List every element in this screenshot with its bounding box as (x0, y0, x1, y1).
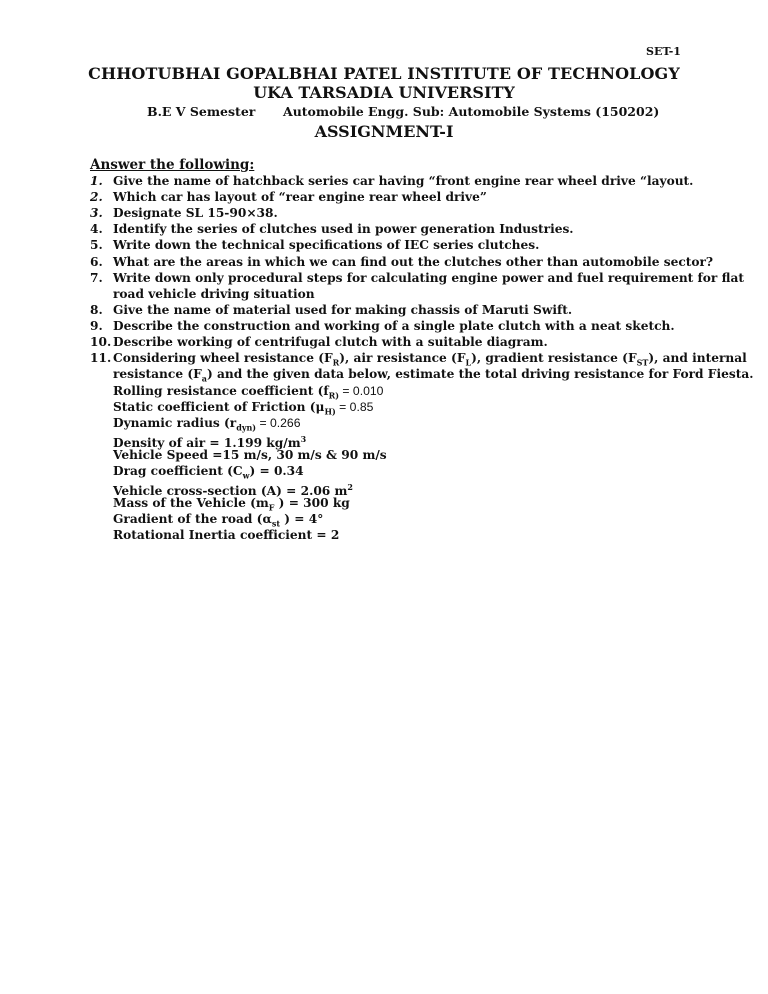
set-number: SET-1 (646, 45, 681, 58)
question-5: 5. Write down the technical specifications of IEC series clutches. (90, 238, 540, 252)
cross-section: Vehicle cross-section (A) = 2.06 $m^2$ (113, 482, 353, 499)
question-9: 9. Describe the construction and working of a single plate clutch with a neat sketch. (90, 319, 675, 333)
question-8: 8. Give the name of material used for making chassis of Maruti Swift. (90, 303, 573, 317)
question-10: 10. Describe working of centrifugal clutch with a suitable diagram. (90, 335, 548, 349)
rolling-resistance: Rolling resistance coefficient ($f_{R)} = 0.010$ (113, 384, 384, 401)
university-title: UKA TARSADIA UNIVERSITY (253, 83, 515, 102)
static-friction: Static coefficient of Friction ($\mu_{H)} = 0.85$ (113, 400, 374, 417)
semester-label: B.E V Semester (147, 104, 256, 119)
question-7-continued: road vehicle driving situation (113, 287, 315, 301)
vehicle-speed: Vehicle Speed =15 m/s, 30 m/s & 90 m/s (113, 448, 387, 462)
question-6: 6. What are the areas in which we can find out the clutches other than automobile sector? (90, 255, 714, 269)
vehicle-mass: Mass of the Vehicle ($m_F$ ) = 300 kg (113, 496, 350, 513)
question-11: 11. Considering wheel resistance $(F_R)$, air resistance $(F_L)$, gradient resistance $(F_{ST})$, and internal (90, 351, 747, 368)
assignment-title: ASSIGNMENT-I (314, 122, 454, 141)
drag-coefficient: Drag coefficient $(C_w) = 0.34$ (113, 464, 304, 481)
air-density: Density of air = 1.199 $kg/m^3$ (113, 434, 307, 451)
instruction-heading: Answer the following: (90, 157, 255, 173)
question-4: 4. Identify the series of clutches used in power generation Industries. (90, 222, 574, 236)
road-gradient: Gradient of the road ($\alpha_{st}$ ) = 4° (113, 512, 324, 529)
rotational-inertia: Rotational Inertia coefficient = 2 (113, 528, 340, 542)
question-7: 7. Write down only procedural steps for calculating engine power and fuel requirement for flat (90, 271, 744, 285)
institute-title: CHHOTUBHAI GOPALBHAI PATEL INSTITUTE OF TECHNOLOGY (88, 64, 680, 83)
question-11-continued: resistance $(F_a)$ and the given data below, estimate the total driving resistance for Ford Fiesta. (113, 367, 754, 384)
question-3: 3. Designate SL 15-90×38. (90, 206, 278, 220)
question-1: 1. Give the name of hatchback series car having “front engine rear wheel drive “layout. (90, 174, 694, 188)
question-2: 2. Which car has layout of “rear engine rear wheel drive” (90, 190, 487, 204)
subject-label: Automobile Engg. Sub: Automobile Systems (150202) (283, 104, 660, 119)
dynamic-radius: Dynamic radius ($r_{dyn)} = 0.266$ (113, 416, 301, 433)
